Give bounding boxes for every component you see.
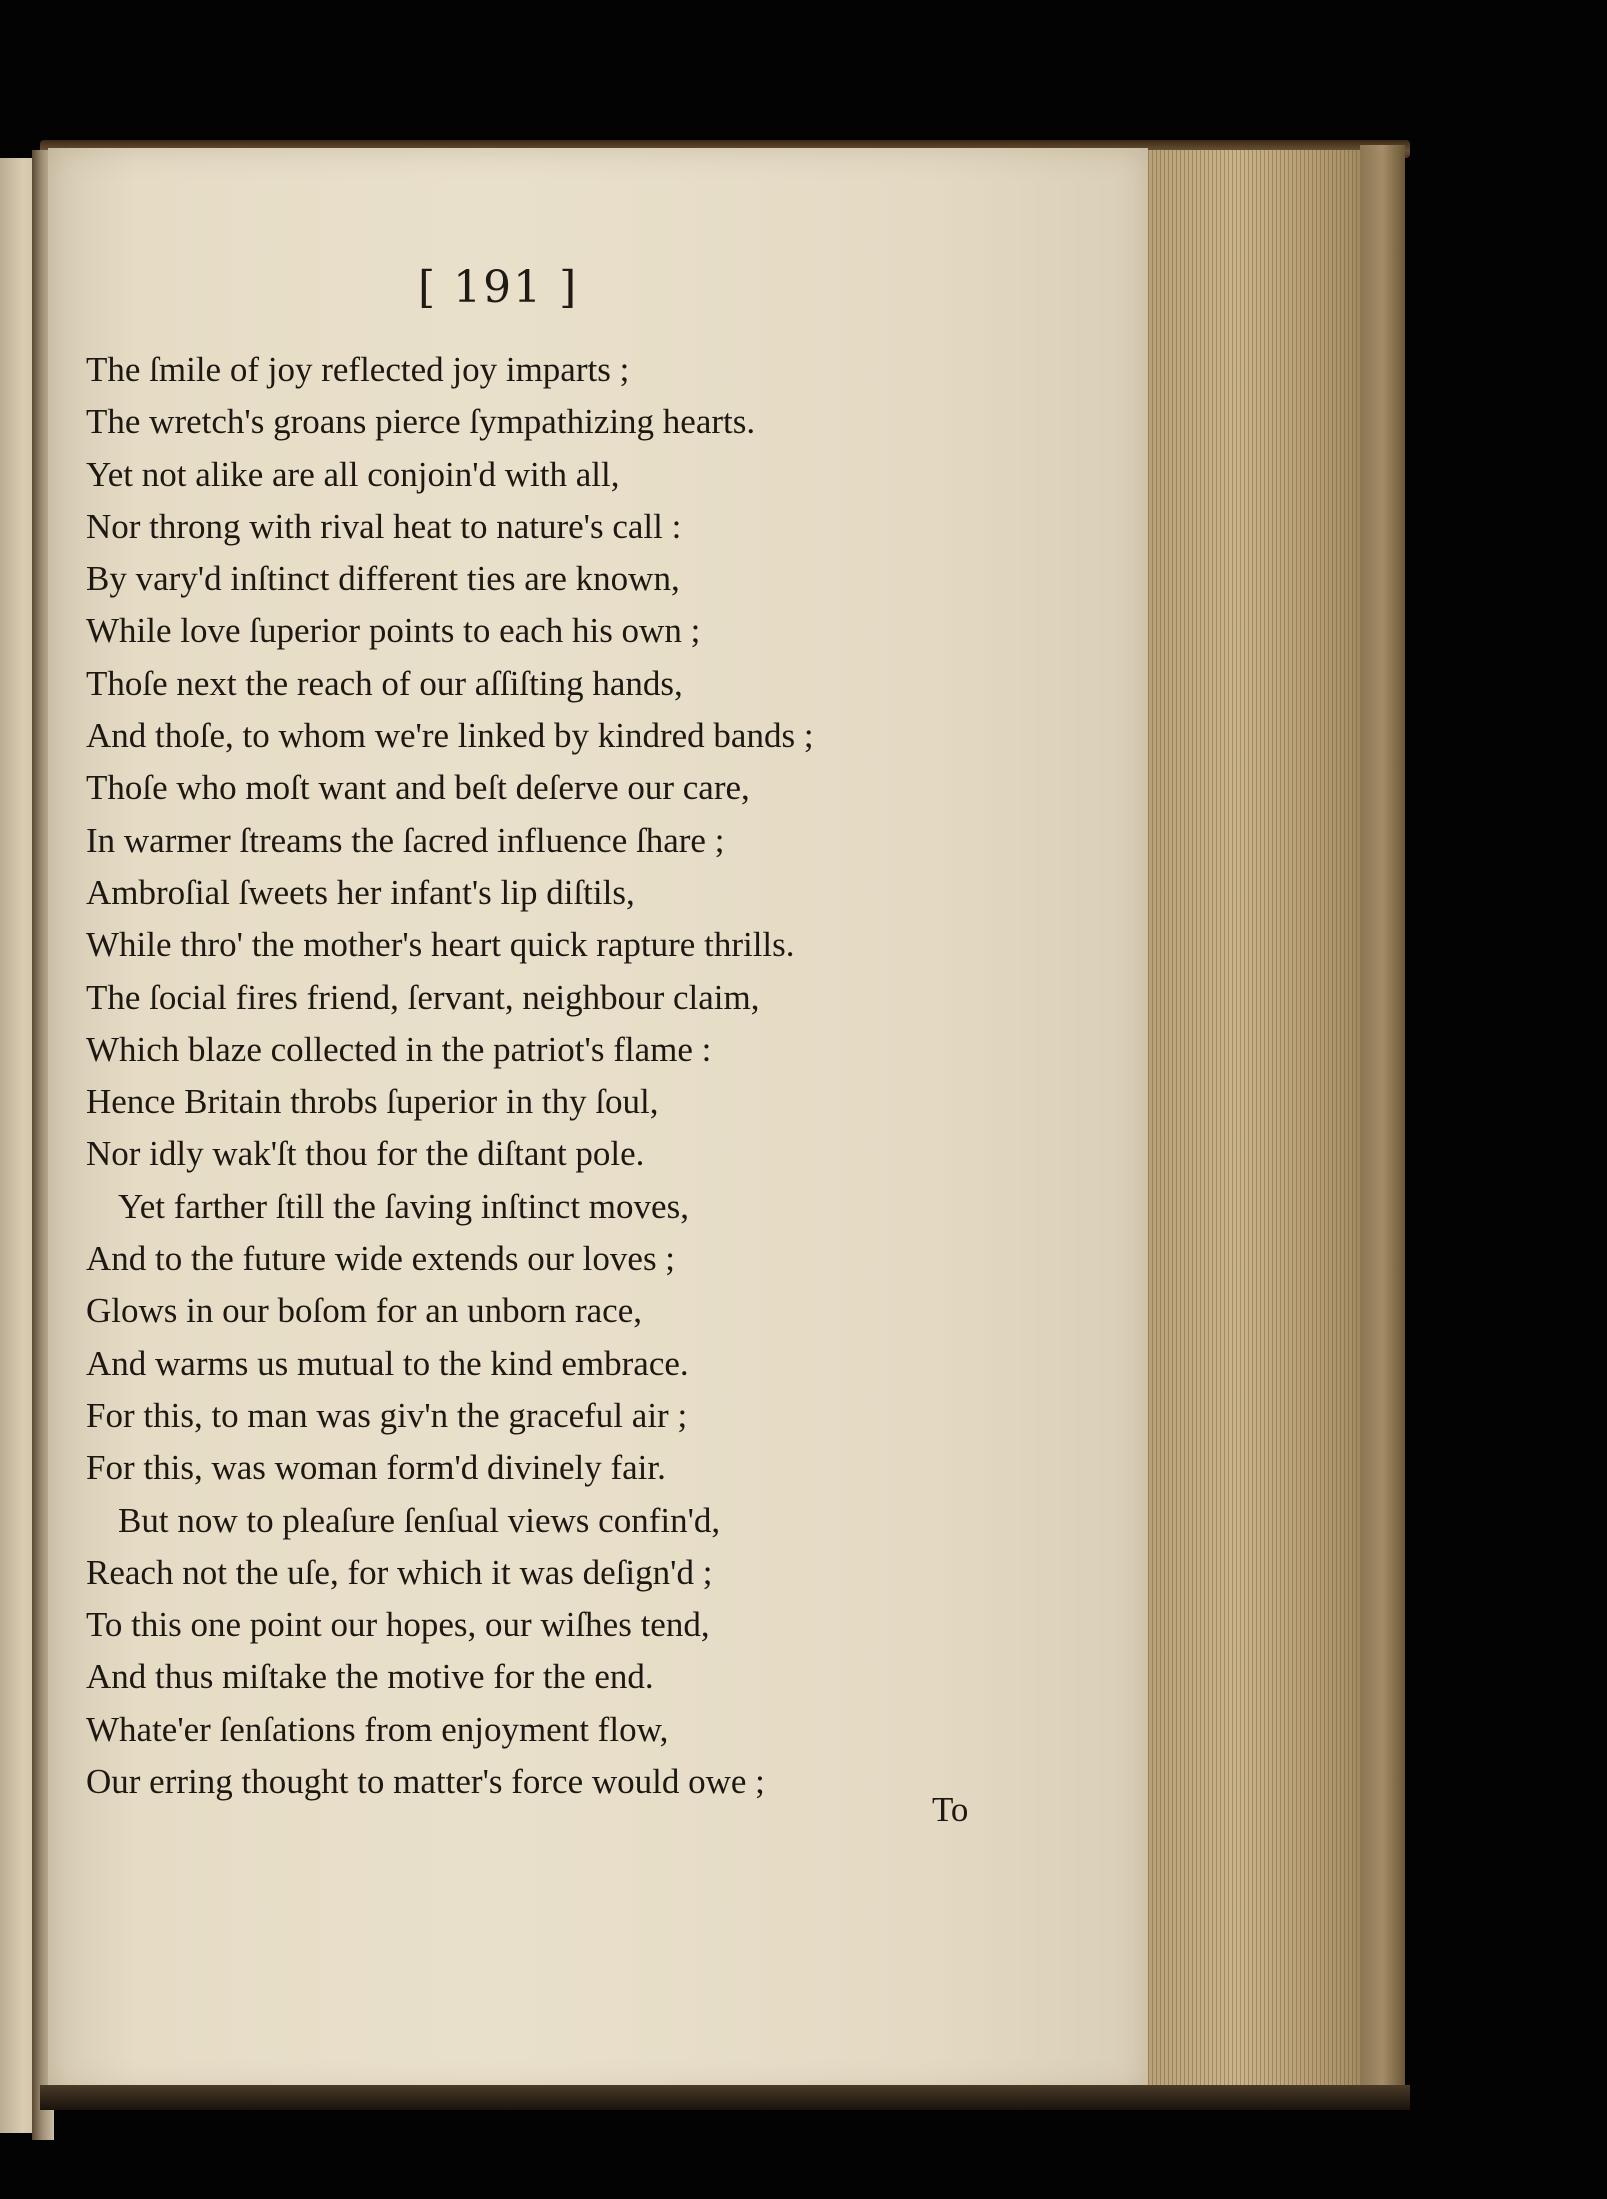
poem-line: Whate'er ſenſations from enjoyment flow, (86, 1709, 669, 1749)
poem-line: The wretch's groans pierce ſympathizing hearts. (86, 402, 756, 442)
poem-line: Reach not the uſe, for which it was deſign'd ; (86, 1552, 713, 1592)
catchword: To (932, 1790, 969, 1829)
poem-line: The ſmile of joy reflected joy imparts ; (86, 350, 630, 389)
book-bottom-edge (40, 2085, 1410, 2110)
poem-text (86, 344, 986, 1808)
poem-line: Which blaze collected in the patriot's flame : (86, 1029, 712, 1069)
poem-line: While thro' the mother's heart quick rapture thrills. (86, 925, 795, 965)
page-number: [ 191 ] (418, 262, 579, 313)
poem-line: For this, was woman form'd divinely fair. (86, 1448, 666, 1488)
poem-line: The ſocial fires friend, ſervant, neighbour claim, (86, 977, 760, 1017)
poem-line: Hence Britain throbs ſuperior in thy ſoul, (86, 1082, 659, 1122)
poem-line: And thus miſtake the motive for the end. (86, 1657, 654, 1697)
poem-line: Yet farther ſtill the ſaving inſtinct moves, (118, 1186, 689, 1226)
poem-line: And warms us mutual to the kind embrace. (86, 1343, 689, 1383)
poem-line: Thoſe who moſt want and beſt deſerve our care, (86, 768, 750, 808)
book-back-cover (1360, 145, 1405, 2105)
poem-line: For this, to man was giv'n the graceful air ; (86, 1395, 688, 1435)
poem-line: And to the future wide extends our loves ; (86, 1239, 676, 1279)
poem-line: And thoſe, to whom we're linked by kindred bands ; (86, 716, 814, 756)
poem-line: Yet not alike are all conjoin'd with all, (86, 454, 620, 494)
poem-line: Thoſe next the reach of our aſſiſting hands, (86, 663, 683, 703)
poem-line: In warmer ſtreams the ſacred influence ſhare ; (86, 820, 725, 860)
poem-line: Ambroſial ſweets her infant's lip diſtils, (86, 872, 635, 912)
poem-line: Nor idly wak'ſt thou for the diſtant pole. (86, 1134, 645, 1174)
page-block-edges (1148, 150, 1370, 2085)
poem-line: Our erring thought to matter's force would owe ; (86, 1762, 765, 1802)
poem-line: Nor throng with rival heat to nature's call : (86, 506, 682, 546)
poem-line: By vary'd inſtinct different ties are known, (86, 559, 680, 599)
poem-line: Glows in our boſom for an unborn race, (86, 1291, 642, 1331)
poem-line: While love ſuperior points to each his own ; (86, 611, 701, 651)
poem-line: But now to pleaſure ſenſual views confin'd, (118, 1500, 721, 1540)
poem-line: To this one point our hopes, our wiſhes tend, (86, 1605, 710, 1645)
